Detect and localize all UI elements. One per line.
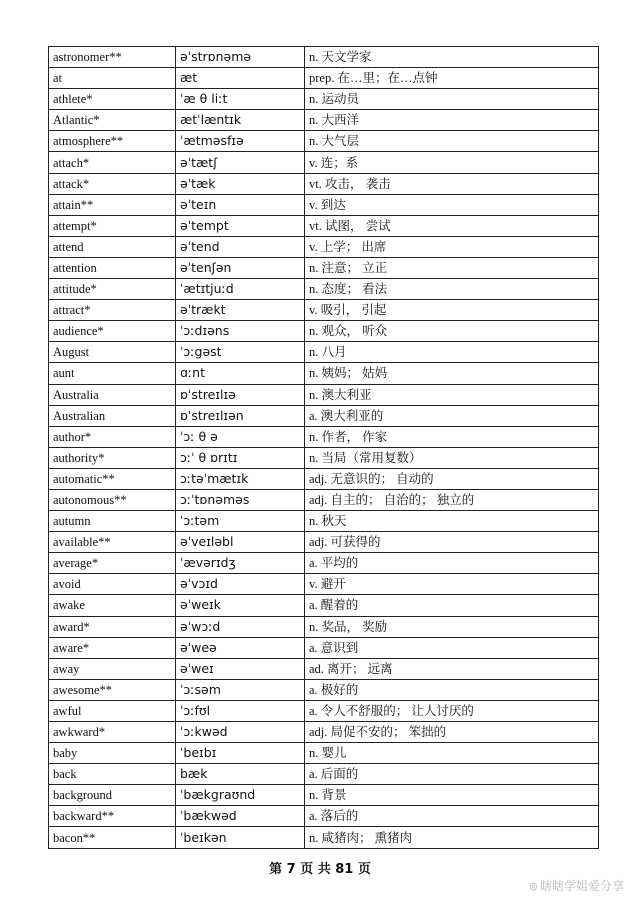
phonetic-cell: ˈævərɪdʒ (176, 553, 305, 574)
word-cell: August (49, 342, 176, 363)
definition-cell: a. 平均的 (305, 553, 599, 574)
table-row (49, 574, 599, 595)
phonetic-cell: əˈwɔːd (176, 616, 305, 637)
definition-cell: adj. 可获得的 (305, 532, 599, 553)
table-row (49, 447, 599, 468)
vocabulary-table (48, 46, 599, 849)
camera-logo-icon: ⊚ (528, 880, 538, 893)
phonetic-cell: ˈbeɪkən (176, 827, 305, 848)
word-cell: Australian (49, 405, 176, 426)
table-row (49, 679, 599, 700)
definition-cell: n. 姨妈； 姑妈 (305, 363, 599, 384)
table-row (49, 827, 599, 848)
phonetic-cell: ˈɔːsəm (176, 679, 305, 700)
phonetic-cell: ˈɔːfʊl (176, 700, 305, 721)
phonetic-cell: əˈtæk (176, 173, 305, 194)
definition-cell: n. 天文学家 (305, 47, 599, 68)
word-cell: available** (49, 532, 176, 553)
definition-cell: a. 澳大利亚的 (305, 405, 599, 426)
definition-cell: n. 态度； 看法 (305, 279, 599, 300)
definition-cell: n. 澳大利亚 (305, 384, 599, 405)
table-row (49, 658, 599, 679)
definition-cell: n. 观众， 听众 (305, 321, 599, 342)
phonetic-cell: əˈveɪləbl (176, 532, 305, 553)
word-cell: autumn (49, 511, 176, 532)
phonetic-cell: ɔːˈtɒnəməs (176, 489, 305, 510)
word-cell: astronomer** (49, 47, 176, 68)
phonetic-cell: əˈweə (176, 637, 305, 658)
word-cell: Atlantic* (49, 110, 176, 131)
table-row (49, 384, 599, 405)
phonetic-cell: ætˈlæntɪk (176, 110, 305, 131)
table-row (49, 764, 599, 785)
phonetic-cell: əˈtend (176, 236, 305, 257)
table-row (49, 194, 599, 215)
phonetic-cell: ˈɔːgəst (176, 342, 305, 363)
definition-cell: vt. 试图， 尝试 (305, 215, 599, 236)
table-row (49, 595, 599, 616)
phonetic-cell: ɔːtəˈmætɪk (176, 468, 305, 489)
word-cell: automatic** (49, 468, 176, 489)
word-cell: awful (49, 700, 176, 721)
word-cell: attach* (49, 152, 176, 173)
definition-cell: n. 八月 (305, 342, 599, 363)
word-cell: author* (49, 426, 176, 447)
word-cell: award* (49, 616, 176, 637)
word-cell: background (49, 785, 176, 806)
table-row (49, 257, 599, 278)
definition-cell: n. 咸猪肉； 熏猪肉 (305, 827, 599, 848)
table-row (49, 215, 599, 236)
word-cell: athlete* (49, 89, 176, 110)
phonetic-cell: ˈbækgraʊnd (176, 785, 305, 806)
phonetic-cell: ɔːˈ θ ɒrɪtɪ (176, 447, 305, 468)
table-row (49, 68, 599, 89)
table-row (49, 342, 599, 363)
word-cell: at (49, 68, 176, 89)
phonetic-cell: ˈɔːtəm (176, 511, 305, 532)
phonetic-cell: ɒˈstreɪlɪən (176, 405, 305, 426)
vocabulary-table-body (49, 47, 599, 849)
phonetic-cell: əˈtenʃən (176, 257, 305, 278)
word-cell: aware* (49, 637, 176, 658)
phonetic-cell: ˈætməsfɪə (176, 131, 305, 152)
phonetic-cell: əˈvɔɪd (176, 574, 305, 595)
definition-cell: v. 吸引， 引起 (305, 300, 599, 321)
word-cell: attend (49, 236, 176, 257)
word-cell: attempt* (49, 215, 176, 236)
table-row (49, 47, 599, 68)
word-cell: Australia (49, 384, 176, 405)
table-row (49, 616, 599, 637)
definition-cell: adj. 局促不安的； 笨拙的 (305, 722, 599, 743)
word-cell: attention (49, 257, 176, 278)
table-row (49, 89, 599, 110)
table-row (49, 405, 599, 426)
table-row (49, 321, 599, 342)
definition-cell: ad. 离开； 远离 (305, 658, 599, 679)
table-row (49, 468, 599, 489)
page-number-label: 第 7 页 共 81 页 (269, 862, 371, 877)
definition-cell: a. 醒着的 (305, 595, 599, 616)
definition-cell: prep. 在…里；在…点钟 (305, 68, 599, 89)
word-cell: autonomous** (49, 489, 176, 510)
word-cell: awkward* (49, 722, 176, 743)
definition-cell: a. 落后的 (305, 806, 599, 827)
word-cell: average* (49, 553, 176, 574)
word-cell: awesome** (49, 679, 176, 700)
word-cell: backward** (49, 806, 176, 827)
definition-cell: a. 极好的 (305, 679, 599, 700)
word-cell: avoid (49, 574, 176, 595)
watermark (529, 877, 624, 894)
word-cell: audience* (49, 321, 176, 342)
definition-cell: adj. 无意识的； 自动的 (305, 468, 599, 489)
definition-cell: v. 避开 (305, 574, 599, 595)
word-cell: authority* (49, 447, 176, 468)
definition-cell: n. 奖品， 奖励 (305, 616, 599, 637)
word-cell: attitude* (49, 279, 176, 300)
table-row (49, 300, 599, 321)
definition-cell: vt. 攻击， 袭击 (305, 173, 599, 194)
phonetic-cell: əˈweɪk (176, 595, 305, 616)
word-cell: attack* (49, 173, 176, 194)
phonetic-cell: ˈɔːdɪəns (176, 321, 305, 342)
table-row (49, 236, 599, 257)
definition-cell: n. 婴儿 (305, 743, 599, 764)
table-row (49, 426, 599, 447)
definition-cell: v. 上学； 出席 (305, 236, 599, 257)
definition-cell: n. 大西洋 (305, 110, 599, 131)
word-cell: attract* (49, 300, 176, 321)
table-row (49, 806, 599, 827)
word-cell: back (49, 764, 176, 785)
table-row (49, 785, 599, 806)
table-row (49, 279, 599, 300)
table-row (49, 743, 599, 764)
table-row (49, 110, 599, 131)
phonetic-cell: bæk (176, 764, 305, 785)
definition-cell: n. 背景 (305, 785, 599, 806)
phonetic-cell: əˈstrɒnəmə (176, 47, 305, 68)
definition-cell: n. 当局（常用复数） (305, 447, 599, 468)
phonetic-cell: ˈɔːkwəd (176, 722, 305, 743)
phonetic-cell: ˈɔː θ ə (176, 426, 305, 447)
word-cell: away (49, 658, 176, 679)
table-row (49, 532, 599, 553)
table-row (49, 722, 599, 743)
definition-cell: n. 注意； 立正 (305, 257, 599, 278)
word-cell: bacon** (49, 827, 176, 848)
word-cell: baby (49, 743, 176, 764)
table-row (49, 637, 599, 658)
phonetic-cell: əˈweɪ (176, 658, 305, 679)
phonetic-cell: əˈtrækt (176, 300, 305, 321)
phonetic-cell: ɒˈstreɪlɪə (176, 384, 305, 405)
phonetic-cell: əˈtempt (176, 215, 305, 236)
table-row (49, 363, 599, 384)
definition-cell: adj. 自主的； 自治的； 独立的 (305, 489, 599, 510)
word-cell: atmosphere** (49, 131, 176, 152)
definition-cell: v. 连；系 (305, 152, 599, 173)
page-footer (0, 858, 640, 877)
phonetic-cell: ˈætɪtjuːd (176, 279, 305, 300)
definition-cell: n. 大气层 (305, 131, 599, 152)
word-cell: aunt (49, 363, 176, 384)
table-row (49, 131, 599, 152)
table-row (49, 173, 599, 194)
table-row (49, 489, 599, 510)
definition-cell: n. 作者， 作家 (305, 426, 599, 447)
definition-cell: n. 秋天 (305, 511, 599, 532)
definition-cell: v. 到达 (305, 194, 599, 215)
phonetic-cell: ˈbækwəd (176, 806, 305, 827)
phonetic-cell: ɑːnt (176, 363, 305, 384)
definition-cell: a. 意识到 (305, 637, 599, 658)
definition-cell: n. 运动员 (305, 89, 599, 110)
definition-cell: a. 后面的 (305, 764, 599, 785)
phonetic-cell: æt (176, 68, 305, 89)
word-cell: awake (49, 595, 176, 616)
table-row (49, 152, 599, 173)
table-row (49, 553, 599, 574)
phonetic-cell: ˈbeɪbɪ (176, 743, 305, 764)
word-cell: attain** (49, 194, 176, 215)
watermark-text: 瞎瞎学姐爱分享 (539, 879, 624, 893)
phonetic-cell: əˈteɪn (176, 194, 305, 215)
table-row (49, 511, 599, 532)
definition-cell: a. 令人不舒服的； 让人讨厌的 (305, 700, 599, 721)
table-row (49, 700, 599, 721)
phonetic-cell: əˈtætʃ (176, 152, 305, 173)
phonetic-cell: ˈæ θ liːt (176, 89, 305, 110)
